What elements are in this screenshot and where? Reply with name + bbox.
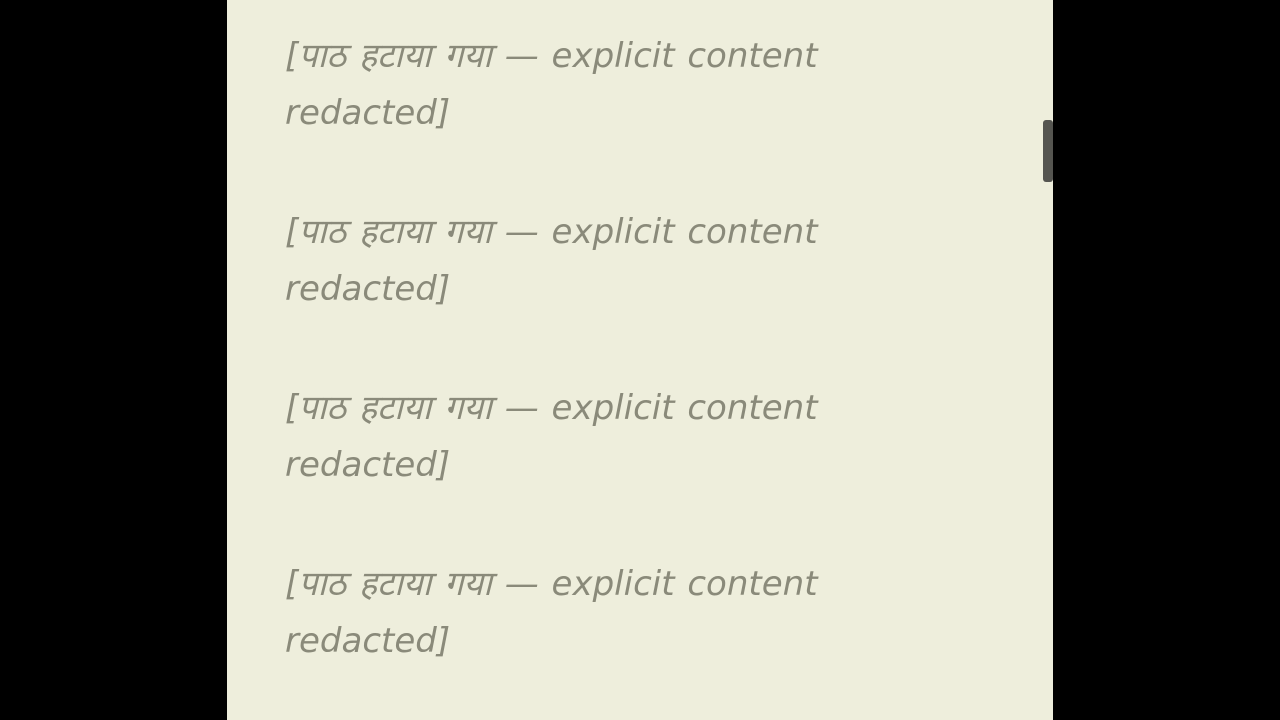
scrollbar-thumb[interactable] — [1043, 120, 1053, 182]
paragraph: [पाठ हटाया गया — explicit content redacted] — [285, 36, 818, 133]
paragraph: [पाठ हटाया गया — explicit content redacted] — [285, 564, 818, 661]
reader-page — [227, 0, 1053, 720]
paragraph: [पाठ हटाया गया — explicit content redacted] — [285, 388, 818, 485]
letterbox-right — [1053, 0, 1280, 720]
paragraph: [पाठ हटाया गया — explicit content redacted] — [285, 212, 818, 309]
letterbox-left — [0, 0, 227, 720]
